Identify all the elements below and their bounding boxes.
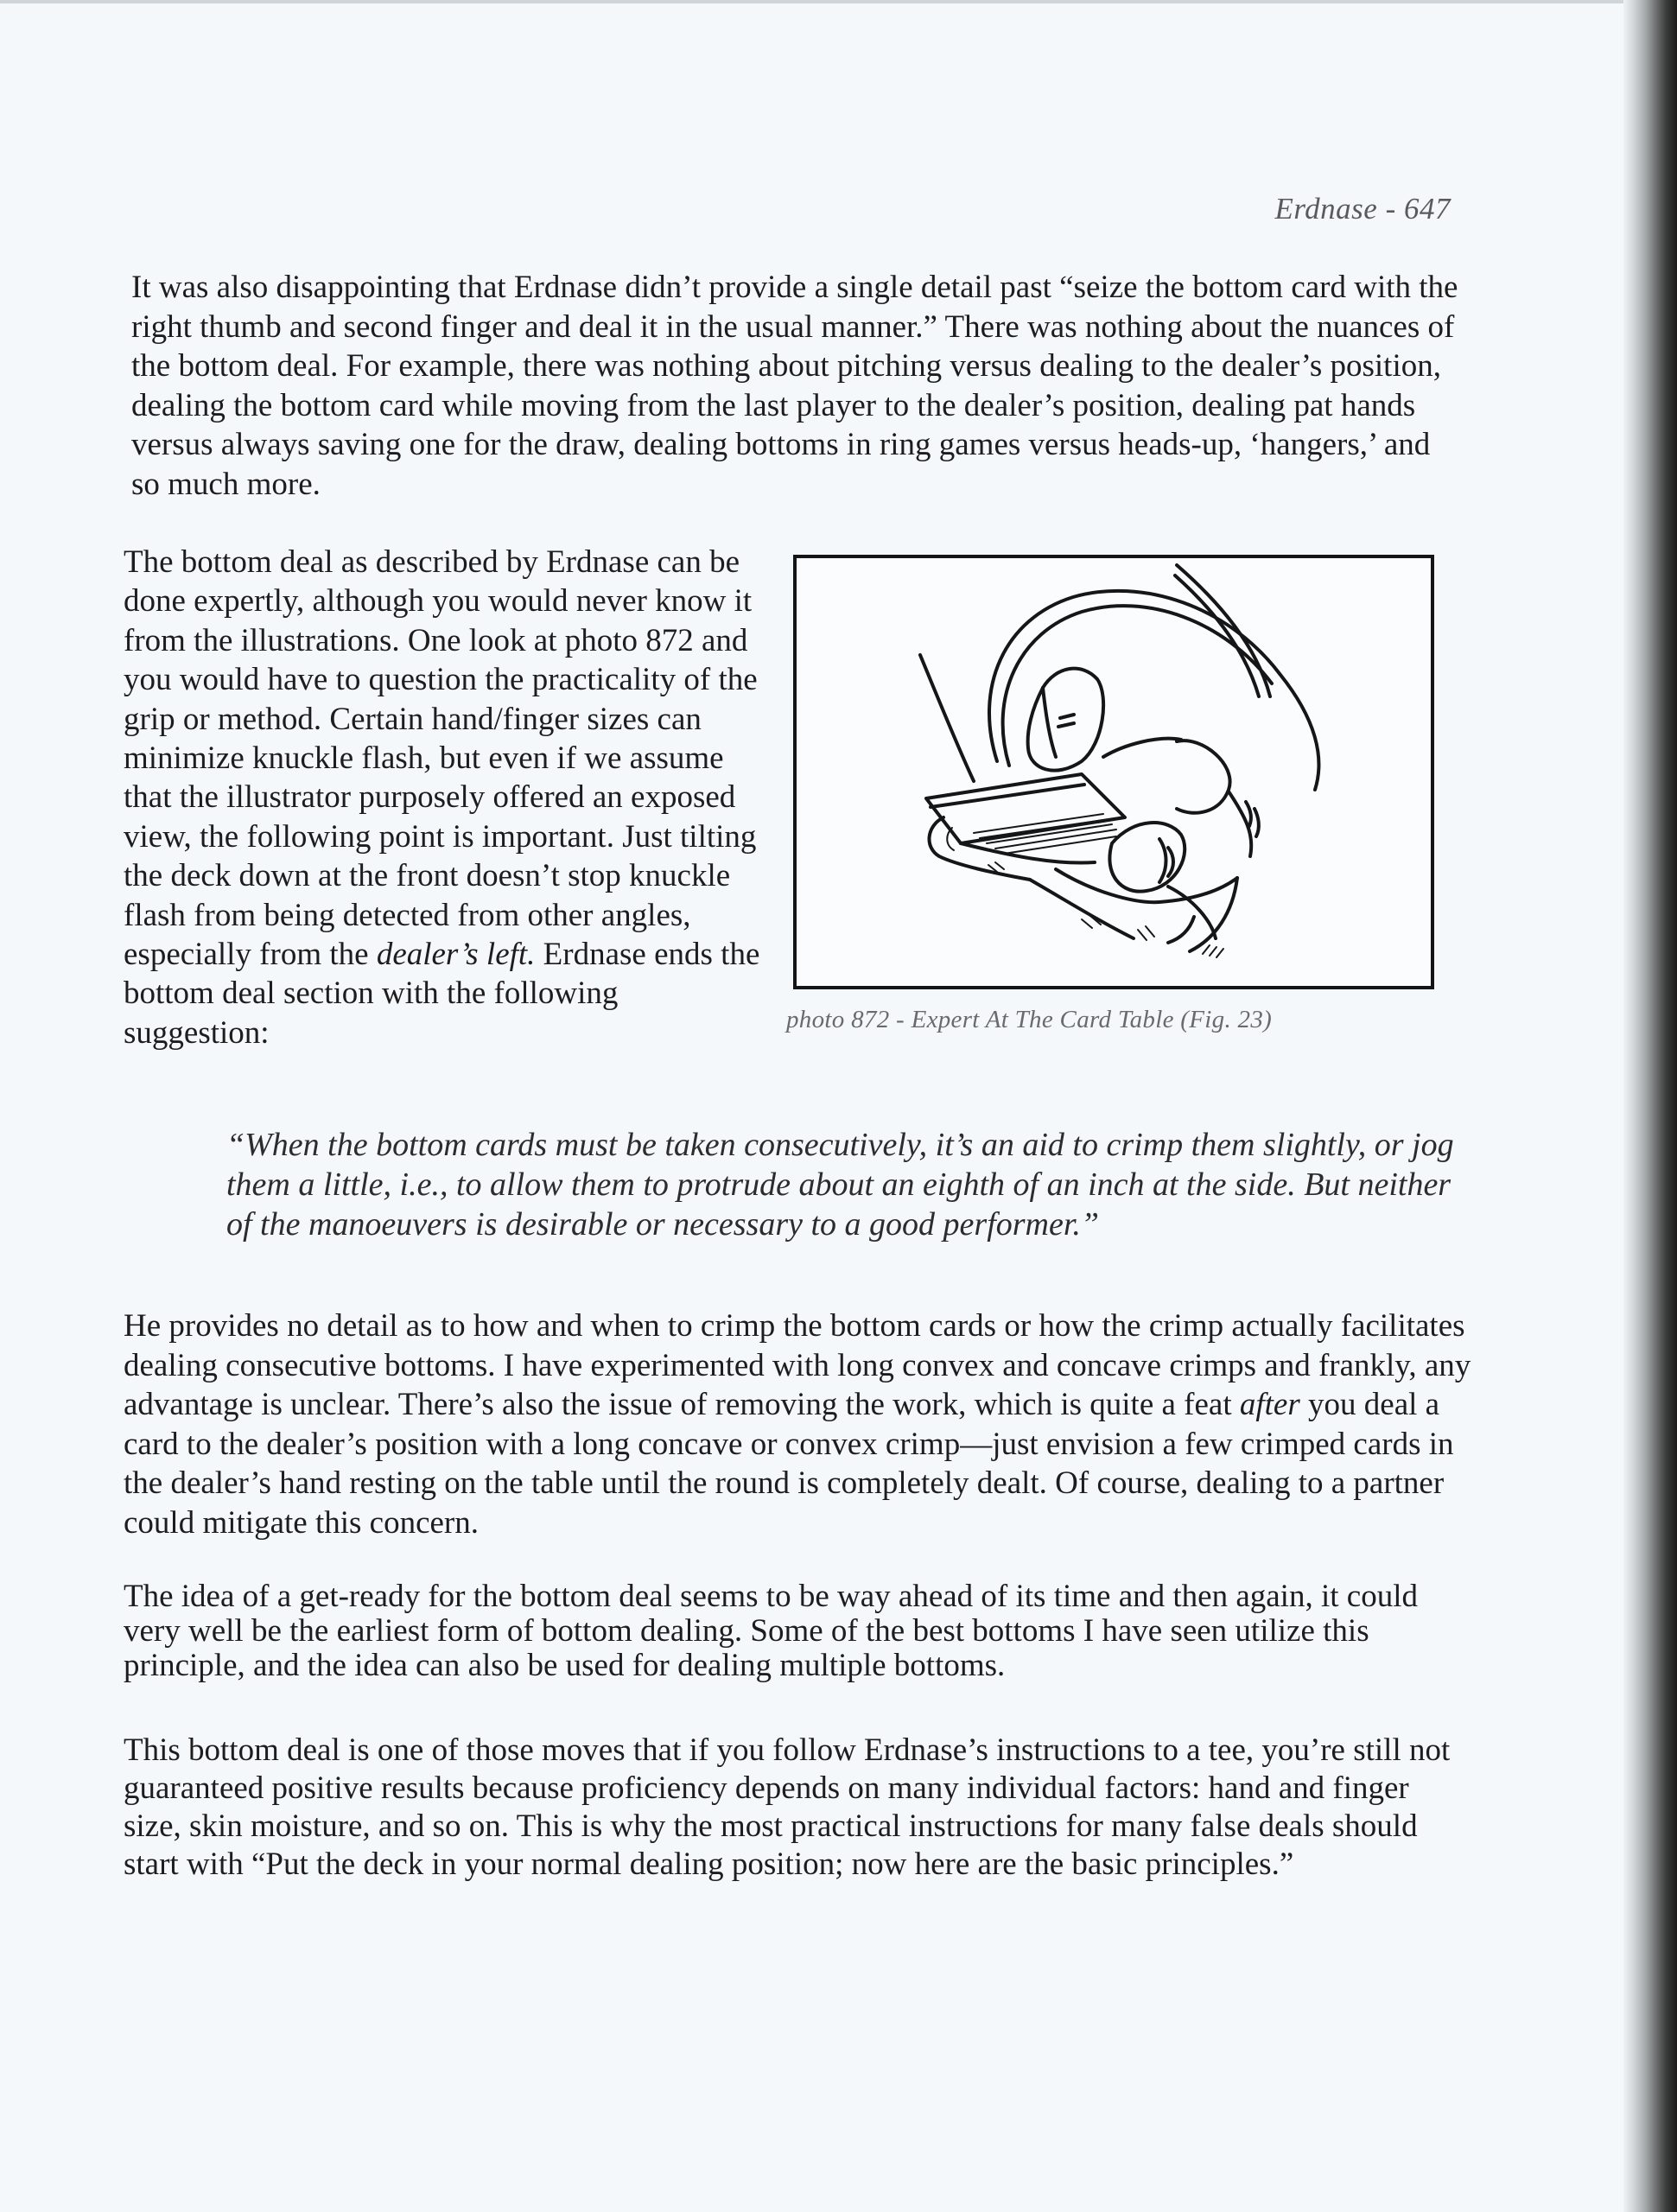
paragraph-2 — [124, 543, 763, 1052]
figure-photo-872 — [793, 555, 1434, 989]
block-quote: “When the bottom cards must be taken consecutively, it’s an aid to crimp them slightly, or jog them a little, i.e., to allow them to protrude about an eighth of an inch at the side. But neither of the manoeuvers is desirable or necessary to a good performer.” — [226, 1127, 1454, 1243]
paragraph-4 — [124, 1306, 1471, 1542]
page-binding-shadow — [1623, 0, 1677, 2212]
paragraph-1: It was also disappointing that Erdnase didn’t provide a single detail past “seize the bottom card with the right thumb and second finger and deal it in the usual manner.” There was nothing about the nuances of the bottom deal. For example, there was nothing about pitching versus dealing to the dealer’s position, dealing the bottom card while moving from the last player to the dealer’s position, dealing pat hands versus always saving one for the draw, dealing bottoms in ring games versus heads-up, ‘hangers,’ and so much more. — [131, 270, 1458, 502]
paragraph-5: The idea of a get-ready for the bottom deal seems to be way ahead of its time and then again, it could very well be the earliest form of bottom dealing. Some of the best bottoms I have seen utilize this principle, and the idea can also be used for dealing multiple bottoms. — [124, 1579, 1418, 1683]
page-top-edge — [0, 0, 1677, 3]
figure-caption: photo 872 - Expert At The Card Table (Fig. 23) — [786, 1006, 1273, 1033]
paragraph-4-text-b: you deal a card to the dealer’s position with a long concave or convex crimp—just envision a few crimped cards in the dealer’s hand resting on the table until the round is completely dealt. Of course, dealing to a partner could mitigate this concern. — [124, 1387, 1454, 1541]
paragraph-2-emphasis: dealer’s left. — [376, 937, 536, 973]
paragraph-2-text-b: Erdnase ends the bottom deal section with the following suggestion: — [124, 937, 760, 1051]
running-header: Erdnase - 647 — [1274, 192, 1451, 226]
hand-holding-deck-illustration — [797, 558, 1431, 986]
paragraph-4-emphasis: after — [1239, 1387, 1300, 1422]
paragraph-4-text-a: He provides no detail as to how and when to crimp the bottom cards or how the crimp actually facilitates dealing consecutive bottoms. I have experimented with long convex and concave crimps and frankly, any advantage is unclear. There’s also the issue of removing the work, which is quite a feat — [124, 1308, 1471, 1422]
paragraph-6: This bottom deal is one of those moves that if you follow Erdnase’s instructions to a tee, you’re still not guaranteed positive results because proficiency depends on many individual factors: hand and finger size, skin moisture, and so on. This is why the most practical instructions for many false deals should start with “Put the deck in your normal dealing position; now here are the basic principles.” — [124, 1732, 1451, 1882]
paragraph-2-text-a: The bottom deal as described by Erdnase can be done expertly, although you would never know it from the illustrations. One look at photo 872 and you would have to question the practicality of the grip or method. Certain hand/finger sizes can minimize knuckle flash, but even if we assume that the illustrator purposely offered an exposed view, the following point is important. Just tilting the deck down at the front doesn’t stop knuckle flash from being detected from other angles, especially from the — [124, 544, 758, 973]
